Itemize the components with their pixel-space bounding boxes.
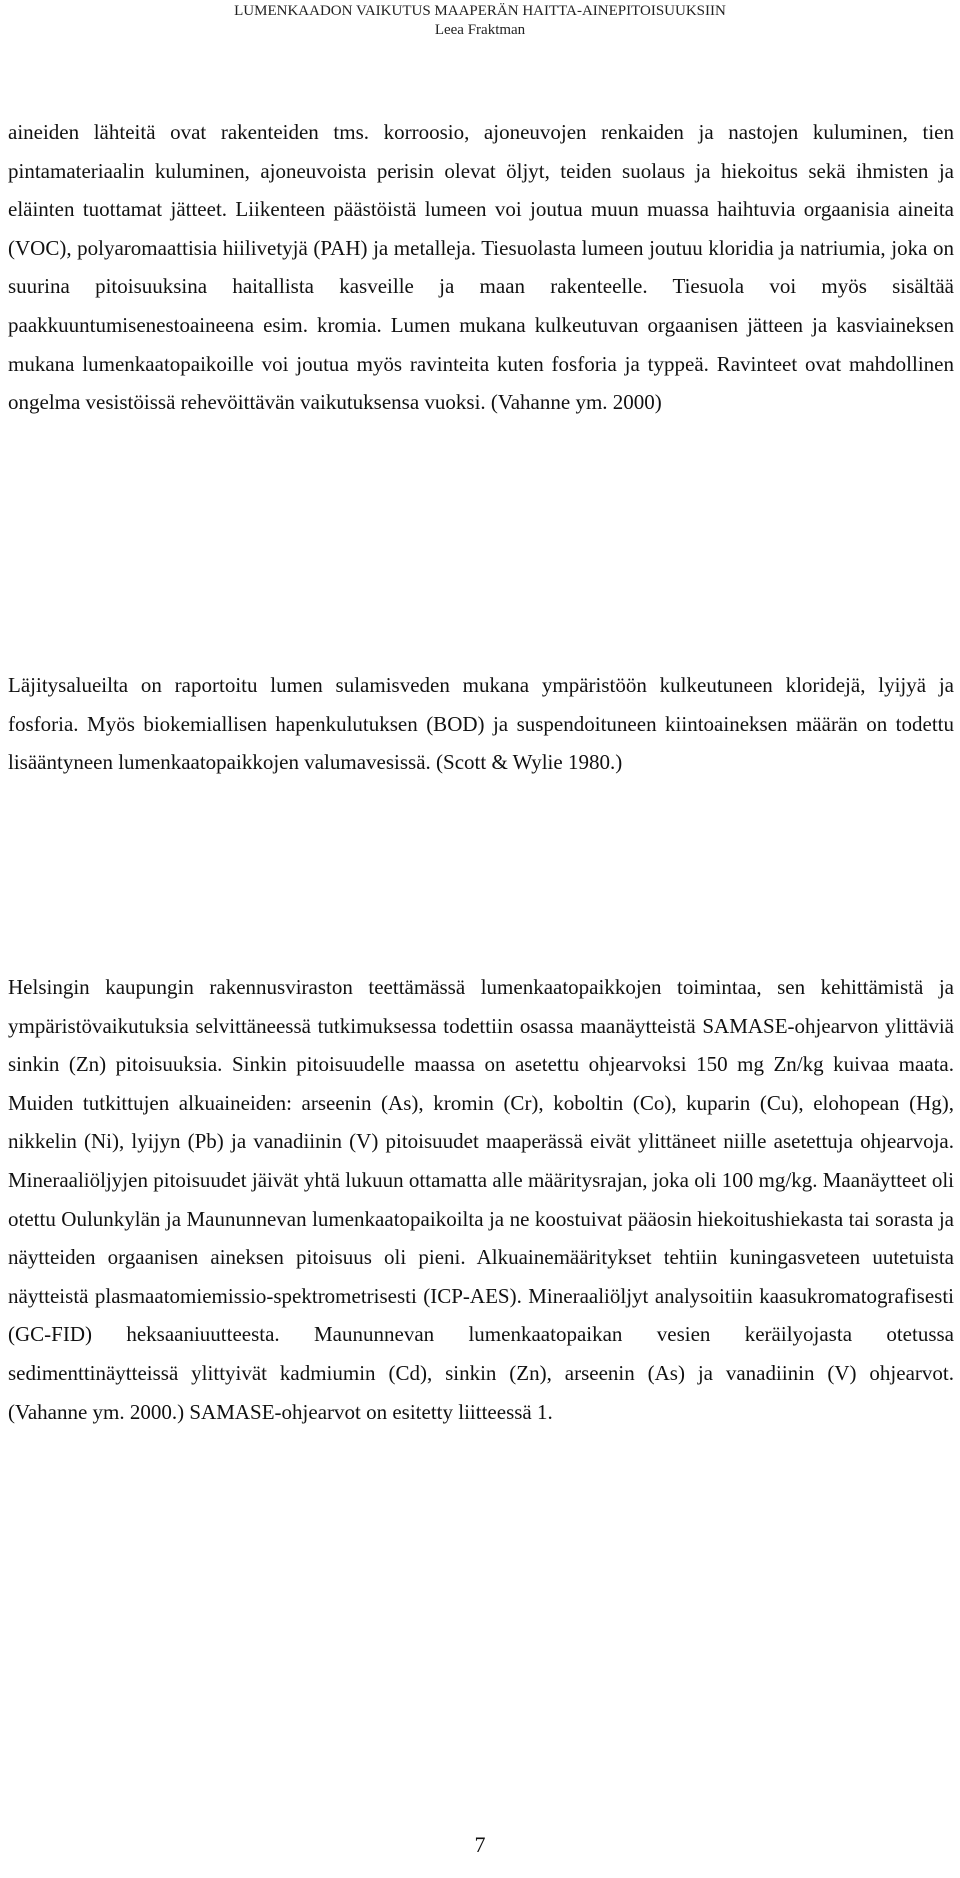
header-author: Leea Fraktman xyxy=(434,22,526,38)
paragraph-pollutant-sources: aineiden lähteitä ovat rakenteiden tms. korroosio, ajoneuvojen renkaiden ja nastojen kuluminen, tien pintamateriaalin kuluminen, ajoneuvoista perisin olevat öljyt, teiden suolaus ja hiekoitus sekä ihmisten ja eläinten tuottamat jätteet. Liikenteen päästöistä lumeen voi joutua muun muassa haihtuvia orgaanisia aineita (VOC), polyaromaattisia hiilivetyjä (PAH) ja metalleja. Tiesuolasta lumeen joutuu kloridia ja natriumia, joka on suurina pitoisuuksina haitallista kasveille ja maan rakenteelle. Tiesuola voi myös sisältää paakkuuntumisenestoaineena esim. kromia. Lumen mukana kulkeutuvan orgaanisen jätteen ja kasviaineksen mukana lumenkaatopaikoille voi joutua myös ravinteita kuten fosforia ja typpeä. Ravinteet ovat mahdollinen ongelma vesistöissä rehevöittävän vaikutuksensa vuoksi. (Vahanne ym. 2000) xyxy=(8,120,954,415)
paragraph-helsinki-study: Helsingin kaupungin rakennusviraston teettämässä lumenkaatopaikkojen toimintaa, sen kehittämistä ja ympäristövaikutuksia selvittäneessä tutkimuksessa todettiin osassa maanäytteistä SAMASE-ohjearvon ylittäviä sinkin (Zn) pitoisuuksia. Sinkin pitoisuudelle maassa on asetettu ohjearvoksi 150 mg Zn/kg kuivaa maata. Muiden tutkittujen alkuaineiden: arseenin (As), kromin (Cr), koboltin (Co), kuparin (Cu), elohopean (Hg), nikkelin (Ni), lyijyn (Pb) ja vanadiinin (V) pitoisuudet maaperässä eivät ylittäneet niille asetettuja ohjearvoja. Mineraaliöljyjen pitoisuudet jäivät yhtä lukuun ottamatta alle määritysrajan, joka oli 100 mg/kg. Maanäytteet oli otettu Oulunkylän ja Maununnevan lumenkaatopaikoilta ja ne koostuivat pääosin hiekoitushiekasta tai sorasta ja näytteiden orgaanisen aineksen pitoisuus oli pieni. Alkuainemääritykset tehtiin kuningasveteen uutetuista näytteistä plasmaatomiemissio-spektrometrisesti (ICP-AES). Mineraaliöljyt analysoitiin kaasukromatografisesti (GC-FID) heksaaniuutteesta. Maununnevan lumenkaatopaikan vesien keräilyojasta otetussa sedimenttinäytteissä ylittyivät kadmiumin (Cd), sinkin (Zn), arseenin (As) ja vanadiinin (V) ohjearvot. (Vahanne ym. 2000.) SAMASE-ohjearvot on esitetty liitteessä 1. xyxy=(8,975,954,1424)
running-header xyxy=(0,2,960,40)
page-number: 7 xyxy=(474,1832,486,1857)
paragraph-dumping-areas: Läjitysalueilta on raportoitu lumen sulamisveden mukana ympäristöön kulkeutuneen kloridejä, lyijyä ja fosforia. Myös biokemiallisen hapenkulutuksen (BOD) ja suspendoituneen kiintoaineksen määrän on todettu lisääntyneen lumenkaatopaikkojen valumavesissä. (Scott & Wylie 1980.) xyxy=(8,673,954,775)
header-title: LUMENKAADON VAIKUTUS MAAPERÄN HAITTA-AINEPITOISUUKSIIN xyxy=(234,3,726,19)
